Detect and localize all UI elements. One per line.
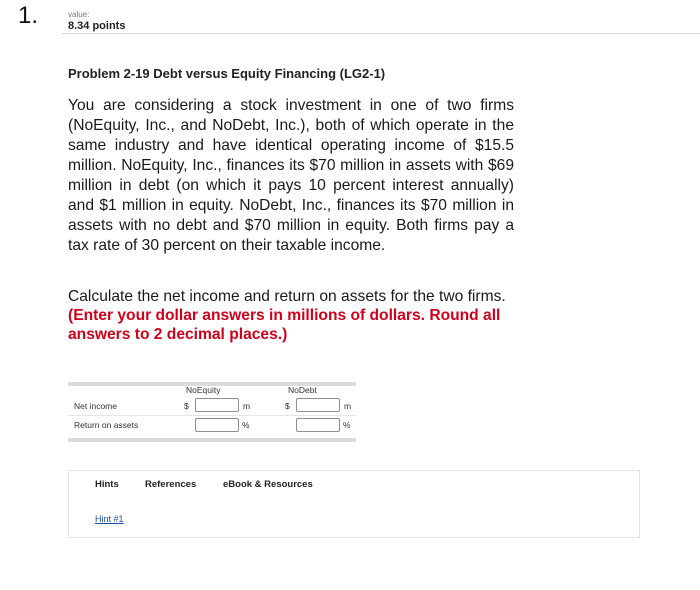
resources-panel: [68, 470, 640, 538]
dollar-sign-noequity: $: [184, 401, 189, 411]
tab-strip: [68, 470, 640, 496]
column-header-noequity: NoEquity: [186, 385, 221, 395]
net-income-noequity-input[interactable]: [195, 398, 239, 412]
unit-percent-nodebt: %: [343, 420, 351, 430]
problem-title: Problem 2-19 Debt versus Equity Financing (LG2-1): [68, 66, 386, 81]
hint-1-link[interactable]: Hint #1: [95, 514, 124, 524]
column-header-nodebt: NoDebt: [288, 385, 317, 395]
instruction-text: Calculate the net income and return on assets for the two firms.: [68, 288, 506, 305]
value-label: value:: [68, 10, 90, 19]
roa-noequity-input[interactable]: [195, 418, 239, 432]
answer-table: [68, 382, 356, 442]
net-income-nodebt-input[interactable]: [296, 398, 340, 412]
points-value: 8.34 points: [68, 20, 126, 32]
row-label-net-income: Net income: [74, 401, 117, 411]
table-row-divider: [68, 415, 356, 416]
table-bottom-bar: [68, 438, 356, 442]
unit-percent-noequity: %: [242, 420, 250, 430]
question-number: 1.: [18, 2, 39, 29]
tab-hints[interactable]: Hints: [95, 479, 119, 490]
header-divider: [62, 33, 700, 34]
instruction-block: [68, 287, 518, 344]
unit-m-noequity: m: [243, 401, 251, 411]
problem-body: You are considering a stock investment in one of two firms (NoEquity, Inc., and NoDebt, Inc.), both of which operate in the same industry and have identical operating income of $15.5 million. NoEquity, Inc., finances its $70 million in assets with $69 million in debt (on which it pays 10 percent interest annually) and $1 million in equity. NoDebt, Inc., finances its $70 million in assets with no debt and $70 million in equity. Both firms pay a tax rate of 30 percent on their taxable income.: [68, 97, 514, 254]
dollar-sign-nodebt: $: [285, 401, 290, 411]
roa-nodebt-input[interactable]: [296, 418, 340, 432]
instruction-emphasis: (Enter your dollar answers in millions of dollars. Round all answers to 2 decimal places.): [68, 307, 501, 343]
unit-m-nodebt: m: [344, 401, 352, 411]
tab-references[interactable]: References: [145, 479, 197, 490]
tab-ebook-resources[interactable]: eBook & Resources: [223, 479, 313, 490]
row-label-return-on-assets: Return on assets: [74, 420, 139, 430]
